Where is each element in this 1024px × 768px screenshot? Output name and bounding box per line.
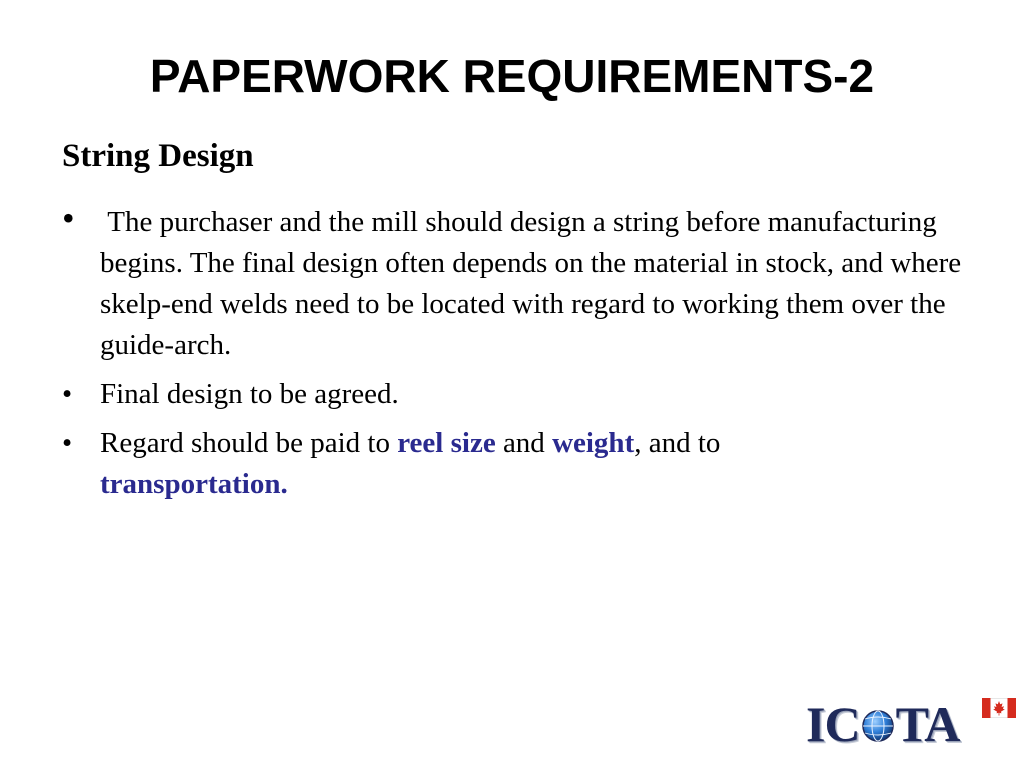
- bullet-text: Final design to be agreed.: [100, 378, 399, 410]
- bullet-text: Regard should be paid to reel size and weight, and to transportation.: [100, 427, 721, 500]
- bullet-icon: •: [62, 378, 73, 410]
- slide-title: PAPERWORK REQUIREMENTS-2: [149, 50, 875, 102]
- highlight-reel-size: reel size: [397, 427, 496, 459]
- bullet-item: [62, 423, 962, 505]
- bullet-icon: •: [62, 198, 75, 238]
- bullet-icon: •: [62, 427, 73, 459]
- bullet-item: [62, 198, 962, 366]
- logo-wordmark: IC TA: [806, 696, 960, 752]
- highlight-transportation: transportation.: [100, 468, 288, 500]
- bullet-item: [62, 374, 962, 415]
- globe-icon: [861, 709, 895, 743]
- highlight-weight: weight: [552, 427, 635, 459]
- bullet-text: The purchaser and the mill should design a string before manufacturing begins. The final design often depends on the material in stock, and where skelp-end welds need to be located with regard to working them over the guide-arch.: [100, 206, 962, 361]
- canada-flag-icon: [982, 698, 1016, 718]
- bullet-list: [62, 198, 962, 513]
- slide-subtitle: String Design: [62, 138, 254, 174]
- icota-logo: [806, 696, 1016, 752]
